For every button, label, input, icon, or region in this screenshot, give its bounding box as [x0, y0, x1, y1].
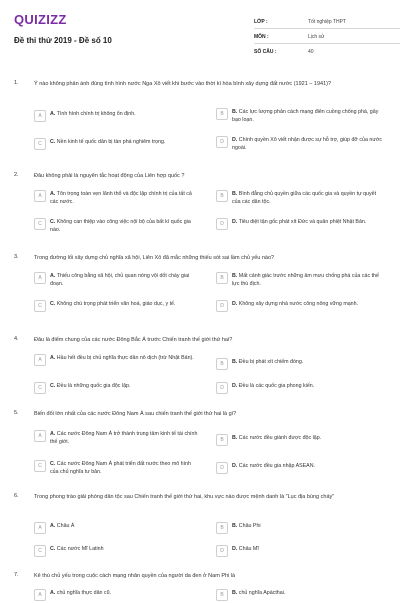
- option-text: B. Bình đẳng chủ quyền giữa các quốc gia và quyền tự quyết của các dân tộc.: [232, 191, 377, 205]
- option-d[interactable]: [216, 462, 384, 476]
- option-a[interactable]: [34, 430, 202, 444]
- option-text: A. Tình hình chính trị không ổn định.: [50, 111, 136, 117]
- option-d[interactable]: [216, 382, 384, 396]
- question-text: Đâu là điểm chung của các nước Đông Bắc Á trước Chiến tranh thế giới thứ hai?: [34, 337, 233, 343]
- option-c[interactable]: [34, 218, 202, 232]
- option-letter: D: [216, 382, 228, 394]
- option-b[interactable]: [216, 589, 384, 603]
- option-d[interactable]: [216, 300, 384, 314]
- option-text: C. Không chú trọng phát triển văn hoá, giáo dục, y tế.: [50, 301, 176, 307]
- question-number: 5.: [14, 410, 19, 416]
- option-letter: C: [34, 218, 46, 230]
- option-text: B. chủ nghĩa Apácthai.: [232, 590, 286, 596]
- option-text: B. Các lực lượng phản cách mạng điên cuồng chống phá, gây bạo loạn.: [232, 109, 379, 123]
- meta-value: 40: [308, 49, 314, 55]
- option-b[interactable]: [216, 358, 384, 372]
- option-text: D. Các nước đều gia nhập ASEAN.: [232, 463, 316, 469]
- option-c[interactable]: [34, 300, 202, 314]
- meta-row-count: [254, 44, 400, 58]
- option-text: C. Không can thiệp vào công việc nội bộ của bất kì quốc gia nào.: [50, 219, 191, 233]
- meta-key: SỐ CÂU :: [254, 49, 277, 55]
- option-letter: A: [34, 589, 46, 601]
- option-text: B. Châu Phi: [232, 523, 261, 529]
- question-number: 4.: [14, 336, 19, 342]
- meta-key: MÔN :: [254, 34, 269, 40]
- option-text: D. Chính quyền Xô viết nhận được sự hỗ trợ, giúp đỡ của nước ngoài.: [232, 137, 382, 151]
- option-a[interactable]: [34, 272, 202, 286]
- option-d[interactable]: [216, 545, 384, 559]
- option-text: A. Châu Á: [50, 523, 75, 529]
- page-title: Đề thi thử 2019 - Đề số 10: [14, 36, 112, 45]
- option-letter: D: [216, 545, 228, 557]
- option-a[interactable]: [34, 110, 202, 124]
- meta-key: LỚP :: [254, 19, 268, 25]
- question-number: 2.: [14, 172, 19, 178]
- option-d[interactable]: [216, 136, 384, 150]
- option-letter: B: [216, 434, 228, 446]
- option-letter: D: [216, 462, 228, 474]
- option-c[interactable]: [34, 545, 202, 559]
- option-letter: A: [34, 272, 46, 284]
- option-c[interactable]: [34, 460, 202, 474]
- meta-row-class: [254, 14, 400, 29]
- question-text: Trong phong trào giải phóng dân tộc sau Chiến tranh thế giới thứ hai, khu vực nào được mệnh danh là "Lục địa bùng cháy": [34, 494, 335, 500]
- option-letter: C: [34, 545, 46, 557]
- option-text: A. Tôn trọng toàn vẹn lãnh thổ và độc lập chính trị của tất cả các nước.: [50, 191, 192, 205]
- question-text: Kẻ thù chủ yếu trong cuộc cách mạng nhân quyền của người da đen ở Nam Phi là: [34, 573, 236, 579]
- option-a[interactable]: [34, 522, 202, 536]
- option-text: B. Đều bị phát xít chiếm đóng.: [232, 359, 304, 365]
- option-letter: B: [216, 108, 228, 120]
- option-letter: A: [34, 522, 46, 534]
- option-text: C. Nền kinh tế quốc dân bị tàn phá nghiêm trọng.: [50, 139, 166, 145]
- option-text: D. Đều là các quốc gia phong kiến.: [232, 383, 315, 389]
- meta-value: Tốt nghiệp THPT: [308, 19, 346, 25]
- question-text: Trong đường lối xây dựng chủ nghĩa xã hội, Liên Xô đã mắc những thiếu sót sai lầm chủ yếu nào?: [34, 255, 275, 261]
- option-b[interactable]: [216, 522, 384, 536]
- meta-value: Lịch sử: [308, 34, 325, 40]
- option-letter: C: [34, 138, 46, 150]
- worksheet-header: [14, 8, 386, 64]
- option-letter: C: [34, 300, 46, 312]
- meta-table: [254, 14, 400, 58]
- meta-row-subject: [254, 29, 400, 44]
- option-b[interactable]: [216, 272, 384, 286]
- option-c[interactable]: [34, 382, 202, 396]
- question-text: Đâu không phải là nguyên tắc hoạt động của Liên hợp quốc ?: [34, 173, 185, 179]
- option-a[interactable]: [34, 589, 202, 603]
- option-a[interactable]: [34, 190, 202, 204]
- option-b[interactable]: [216, 434, 384, 448]
- option-text: B. Mất cảnh giác trước những âm mưu chống phá của các thế lực thù địch.: [232, 273, 379, 287]
- question-number: 3.: [14, 254, 19, 260]
- option-text: D. Tiêu diệt tận gốc phát xít Đức và quân phiệt Nhật Bản.: [232, 219, 367, 225]
- question-text: Ý nào không phản ánh đúng tình hình nước Nga Xô viết khi bước vào thời kì hòa bình xây dựng đất nước (1921 – 1941)?: [34, 81, 332, 87]
- option-letter: C: [34, 460, 46, 472]
- option-letter: B: [216, 589, 228, 601]
- quizizz-logo: QUIZIZZ: [14, 12, 67, 27]
- option-text: C. Các nước Mĩ Latinh: [50, 546, 104, 552]
- option-text: C. Các nước Đông Nam Á phát triển đất nước theo mô hình của chủ nghĩa tư bản.: [50, 461, 191, 475]
- option-letter: B: [216, 190, 228, 202]
- option-a[interactable]: [34, 354, 202, 368]
- option-letter: A: [34, 430, 46, 442]
- option-letter: D: [216, 300, 228, 312]
- option-letter: A: [34, 190, 46, 202]
- option-text: C. Đều là những quốc gia độc lập.: [50, 383, 131, 389]
- option-letter: B: [216, 272, 228, 284]
- option-c[interactable]: [34, 138, 202, 152]
- option-letter: B: [216, 522, 228, 534]
- option-letter: A: [34, 354, 46, 366]
- option-text: A. Thiếu công bằng xã hội, chủ quan nóng vội dốt cháy giai đoạn.: [50, 273, 190, 287]
- question-number: 1.: [14, 80, 19, 86]
- option-letter: D: [216, 136, 228, 148]
- option-b[interactable]: [216, 190, 384, 204]
- question-text: Biến đổi lớn nhất của các nước Đông Nam Á sau chiến tranh thế giới thứ hai là gì?: [34, 411, 237, 417]
- option-d[interactable]: [216, 218, 384, 232]
- option-text: D. Không xây dựng nhà nước công nông vững mạnh.: [232, 301, 359, 307]
- option-letter: C: [34, 382, 46, 394]
- option-b[interactable]: [216, 108, 384, 122]
- option-text: A. Hầu hết đều bị chủ nghĩa thực dân nô dịch (trừ Nhật Bản).: [50, 355, 194, 361]
- option-letter: A: [34, 110, 46, 122]
- option-text: A. Các nước Đông Nam Á trở thành trung tâm kinh tế tài chính thế giới.: [50, 431, 198, 445]
- question-number: 6.: [14, 493, 19, 499]
- option-text: D. Châu Mĩ: [232, 546, 259, 552]
- option-text: B. Các nước đều giành được độc lập.: [232, 435, 322, 441]
- question-number: 7.: [14, 572, 19, 578]
- option-letter: B: [216, 358, 228, 370]
- option-text: A. chủ nghĩa thực dân cũ.: [50, 590, 111, 596]
- option-letter: D: [216, 218, 228, 230]
